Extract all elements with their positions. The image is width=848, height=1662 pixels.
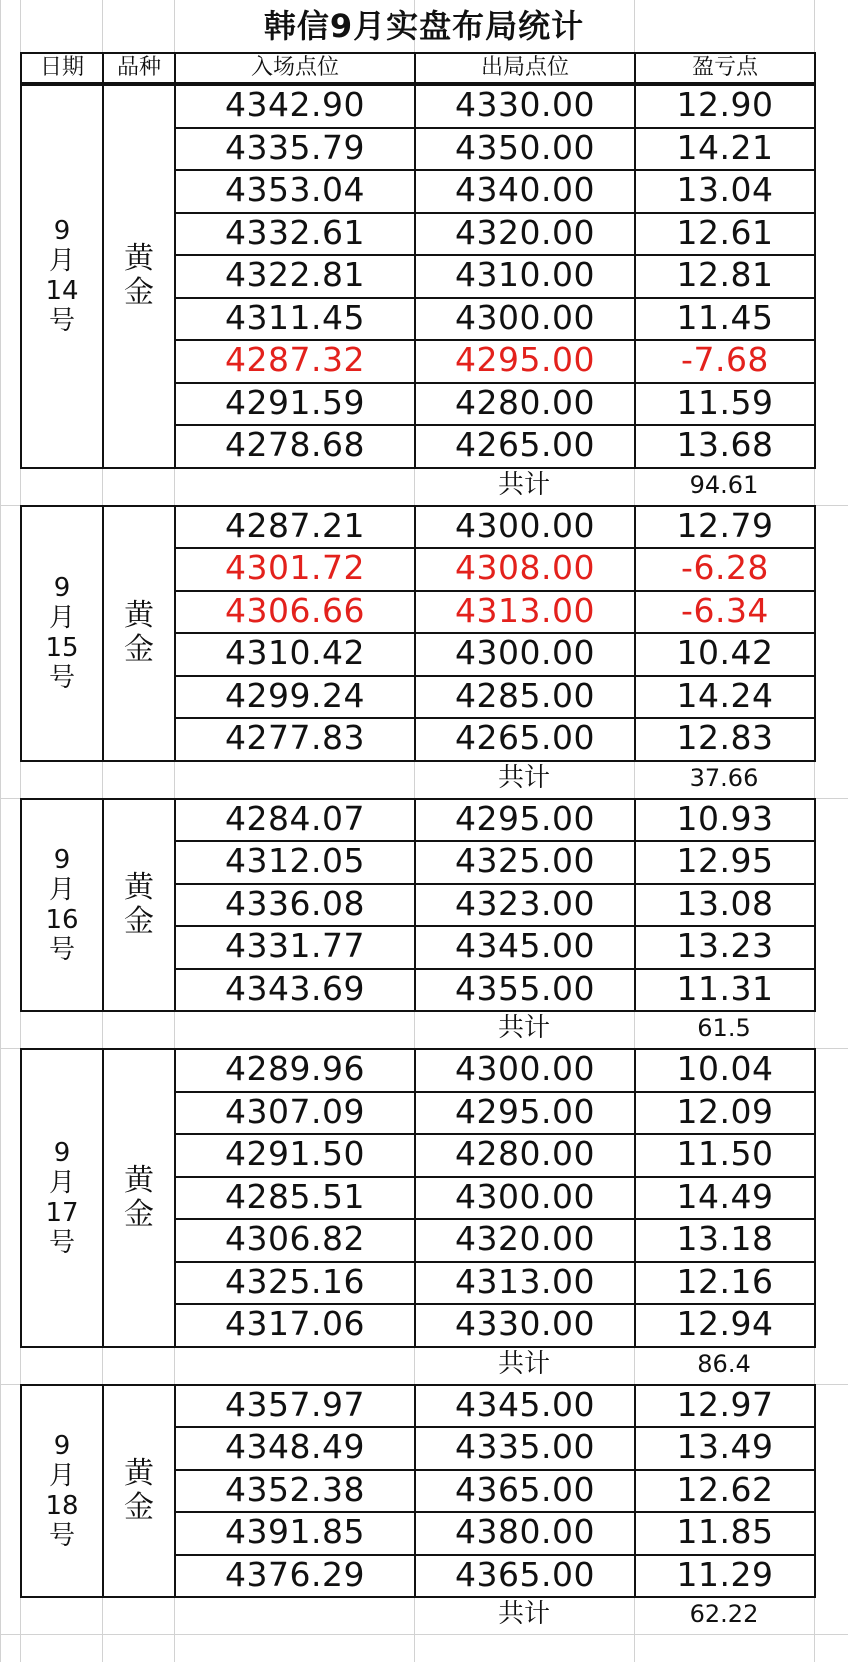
entry-price-cell: 4277.83 xyxy=(174,717,416,762)
profit-loss-cell: 11.45 xyxy=(634,297,816,342)
profit-loss-cell: 11.85 xyxy=(634,1511,816,1556)
date-char: 月 xyxy=(48,1460,75,1491)
exit-price-cell: 4380.00 xyxy=(414,1511,636,1556)
date-char: 9 xyxy=(53,1430,71,1461)
entry-price-cell: 4284.07 xyxy=(174,798,416,843)
total-label: 共计 xyxy=(497,762,550,793)
exit-price-cell: 4310.00 xyxy=(414,254,636,299)
profit-loss-cell: 12.97 xyxy=(634,1384,816,1429)
grid-column-line xyxy=(0,0,1,1662)
date-char: 月 xyxy=(48,246,75,277)
profit-loss-cell: 13.04 xyxy=(634,169,816,214)
date-cell xyxy=(20,1384,104,1599)
exit-price-cell: 4300.00 xyxy=(414,297,636,342)
date-char: 月 xyxy=(48,1167,75,1198)
exit-price-cell: 4313.00 xyxy=(414,590,636,635)
profit-loss-cell: 14.21 xyxy=(634,127,816,172)
column-header: 盈亏点 xyxy=(634,52,816,84)
profit-loss-cell: 12.94 xyxy=(634,1303,816,1348)
profit-loss-cell: 12.61 xyxy=(634,212,816,257)
date-char: 9 xyxy=(53,216,71,247)
exit-price-cell: 4308.00 xyxy=(414,547,636,592)
product-char: 黄 xyxy=(124,241,154,277)
entry-price-cell: 4331.77 xyxy=(174,925,416,970)
entry-price-cell: 4291.50 xyxy=(174,1133,416,1178)
exit-price-cell: 4345.00 xyxy=(414,1384,636,1429)
exit-price-cell: 4350.00 xyxy=(414,127,636,172)
exit-price-cell: 4335.00 xyxy=(414,1426,636,1471)
product-char: 金 xyxy=(124,1489,154,1525)
entry-price-cell: 4335.79 xyxy=(174,127,416,172)
date-char: 9 xyxy=(53,844,71,875)
profit-loss-cell: -7.68 xyxy=(634,339,816,384)
product-char: 黄 xyxy=(124,1455,154,1491)
exit-price-cell: 4323.00 xyxy=(414,883,636,928)
date-char: 号 xyxy=(48,1227,75,1258)
product-cell xyxy=(102,1048,176,1348)
profit-loss-cell: 12.79 xyxy=(634,505,816,550)
total-label: 共计 xyxy=(497,1013,550,1043)
exit-price-cell: 4325.00 xyxy=(414,840,636,885)
product-char: 金 xyxy=(124,275,154,311)
date-char: 号 xyxy=(48,306,75,337)
date-char: 17 xyxy=(45,1197,79,1228)
date-cell xyxy=(20,84,104,469)
product-char: 金 xyxy=(124,1196,154,1232)
exit-price-cell: 4330.00 xyxy=(414,84,636,129)
profit-loss-cell: 13.08 xyxy=(634,883,816,928)
exit-price-cell: 4320.00 xyxy=(414,212,636,257)
column-header: 日期 xyxy=(20,52,104,84)
profit-loss-cell: 10.42 xyxy=(634,632,816,677)
profit-loss-cell: 13.23 xyxy=(634,925,816,970)
total-value: 86.4 xyxy=(697,1349,751,1378)
entry-price-cell: 4325.16 xyxy=(174,1261,416,1306)
profit-loss-cell: 12.81 xyxy=(634,254,816,299)
product-char: 黄 xyxy=(124,598,154,633)
exit-price-cell: 4313.00 xyxy=(414,1261,636,1306)
date-char: 18 xyxy=(45,1490,79,1521)
date-char: 9 xyxy=(53,573,71,603)
profit-loss-cell: 12.09 xyxy=(634,1091,816,1136)
exit-price-cell: 4345.00 xyxy=(414,925,636,970)
profit-loss-cell: 14.24 xyxy=(634,675,816,720)
entry-price-cell: 4287.21 xyxy=(174,505,416,550)
product-char: 黄 xyxy=(124,1162,154,1198)
total-value: 37.66 xyxy=(689,763,759,792)
entry-price-cell: 4285.51 xyxy=(174,1176,416,1221)
entry-price-cell: 4291.59 xyxy=(174,382,416,427)
total-value: 94.61 xyxy=(689,470,759,499)
entry-price-cell: 4289.96 xyxy=(174,1048,416,1093)
exit-price-cell: 4365.00 xyxy=(414,1469,636,1514)
entry-price-cell: 4348.49 xyxy=(174,1426,416,1471)
profit-loss-cell: 13.49 xyxy=(634,1426,816,1471)
entry-price-cell: 4353.04 xyxy=(174,169,416,214)
entry-price-cell: 4307.09 xyxy=(174,1091,416,1136)
entry-price-cell: 4352.38 xyxy=(174,1469,416,1514)
entry-price-cell: 4376.29 xyxy=(174,1554,416,1599)
profit-loss-cell: 12.16 xyxy=(634,1261,816,1306)
profit-loss-cell: 13.18 xyxy=(634,1218,816,1263)
total-value: 62.22 xyxy=(689,1600,759,1628)
entry-price-cell: 4299.24 xyxy=(174,675,416,720)
entry-price-cell: 4391.85 xyxy=(174,1511,416,1556)
exit-price-cell: 4340.00 xyxy=(414,169,636,214)
profit-loss-cell: 13.68 xyxy=(634,424,816,469)
profit-loss-cell: 10.04 xyxy=(634,1048,816,1093)
column-header: 出局点位 xyxy=(414,52,636,84)
exit-price-cell: 4265.00 xyxy=(414,424,636,469)
date-char: 号 xyxy=(48,1520,75,1551)
exit-price-cell: 4265.00 xyxy=(414,717,636,762)
entry-price-cell: 4342.90 xyxy=(174,84,416,129)
product-cell xyxy=(102,505,176,762)
profit-loss-cell: 12.62 xyxy=(634,1469,816,1514)
exit-price-cell: 4300.00 xyxy=(414,632,636,677)
column-header: 品种 xyxy=(102,52,176,84)
entry-price-cell: 4306.82 xyxy=(174,1218,416,1263)
total-label: 共计 xyxy=(497,469,550,500)
profit-loss-cell: -6.34 xyxy=(634,590,816,635)
profit-loss-cell: -6.28 xyxy=(634,547,816,592)
exit-price-cell: 4295.00 xyxy=(414,339,636,384)
date-char: 月 xyxy=(48,603,75,633)
profit-loss-cell: 11.50 xyxy=(634,1133,816,1178)
total-value: 61.5 xyxy=(697,1014,751,1042)
date-cell xyxy=(20,505,104,762)
entry-price-cell: 4343.69 xyxy=(174,968,416,1013)
entry-price-cell: 4278.68 xyxy=(174,424,416,469)
total-label: 共计 xyxy=(497,1348,550,1379)
date-char: 16 xyxy=(45,904,79,935)
date-cell xyxy=(20,798,104,1013)
grid-row-line xyxy=(0,1634,848,1635)
entry-price-cell: 4312.05 xyxy=(174,840,416,885)
profit-loss-cell: 14.49 xyxy=(634,1176,816,1221)
exit-price-cell: 4355.00 xyxy=(414,968,636,1013)
page-title: 韩信9月实盘布局统计 xyxy=(263,7,585,45)
date-char: 15 xyxy=(45,633,79,663)
entry-price-cell: 4311.45 xyxy=(174,297,416,342)
profit-loss-cell: 11.29 xyxy=(634,1554,816,1599)
exit-price-cell: 4295.00 xyxy=(414,1091,636,1136)
entry-price-cell: 4301.72 xyxy=(174,547,416,592)
product-cell xyxy=(102,84,176,469)
date-char: 14 xyxy=(45,276,79,307)
product-char: 金 xyxy=(124,903,154,939)
exit-price-cell: 4320.00 xyxy=(414,1218,636,1263)
product-char: 黄 xyxy=(124,869,154,905)
product-char: 金 xyxy=(124,632,154,667)
entry-price-cell: 4306.66 xyxy=(174,590,416,635)
profit-loss-cell: 12.90 xyxy=(634,84,816,129)
profit-loss-cell: 11.31 xyxy=(634,968,816,1013)
entry-price-cell: 4322.81 xyxy=(174,254,416,299)
entry-price-cell: 4317.06 xyxy=(174,1303,416,1348)
exit-price-cell: 4295.00 xyxy=(414,798,636,843)
exit-price-cell: 4300.00 xyxy=(414,505,636,550)
date-char: 9 xyxy=(53,1137,71,1168)
entry-price-cell: 4336.08 xyxy=(174,883,416,928)
profit-loss-cell: 11.59 xyxy=(634,382,816,427)
total-label: 共计 xyxy=(497,1599,550,1629)
exit-price-cell: 4330.00 xyxy=(414,1303,636,1348)
product-cell xyxy=(102,798,176,1013)
column-header: 入场点位 xyxy=(174,52,416,84)
date-cell xyxy=(20,1048,104,1348)
date-char: 月 xyxy=(48,874,75,905)
exit-price-cell: 4285.00 xyxy=(414,675,636,720)
profit-loss-cell: 12.95 xyxy=(634,840,816,885)
profit-loss-cell: 10.93 xyxy=(634,798,816,843)
exit-price-cell: 4280.00 xyxy=(414,1133,636,1178)
exit-price-cell: 4280.00 xyxy=(414,382,636,427)
product-cell xyxy=(102,1384,176,1599)
exit-price-cell: 4300.00 xyxy=(414,1176,636,1221)
exit-price-cell: 4300.00 xyxy=(414,1048,636,1093)
profit-loss-cell: 12.83 xyxy=(634,717,816,762)
exit-price-cell: 4365.00 xyxy=(414,1554,636,1599)
entry-price-cell: 4357.97 xyxy=(174,1384,416,1429)
entry-price-cell: 4332.61 xyxy=(174,212,416,257)
date-char: 号 xyxy=(48,663,75,693)
entry-price-cell: 4310.42 xyxy=(174,632,416,677)
date-char: 号 xyxy=(48,934,75,965)
entry-price-cell: 4287.32 xyxy=(174,339,416,384)
